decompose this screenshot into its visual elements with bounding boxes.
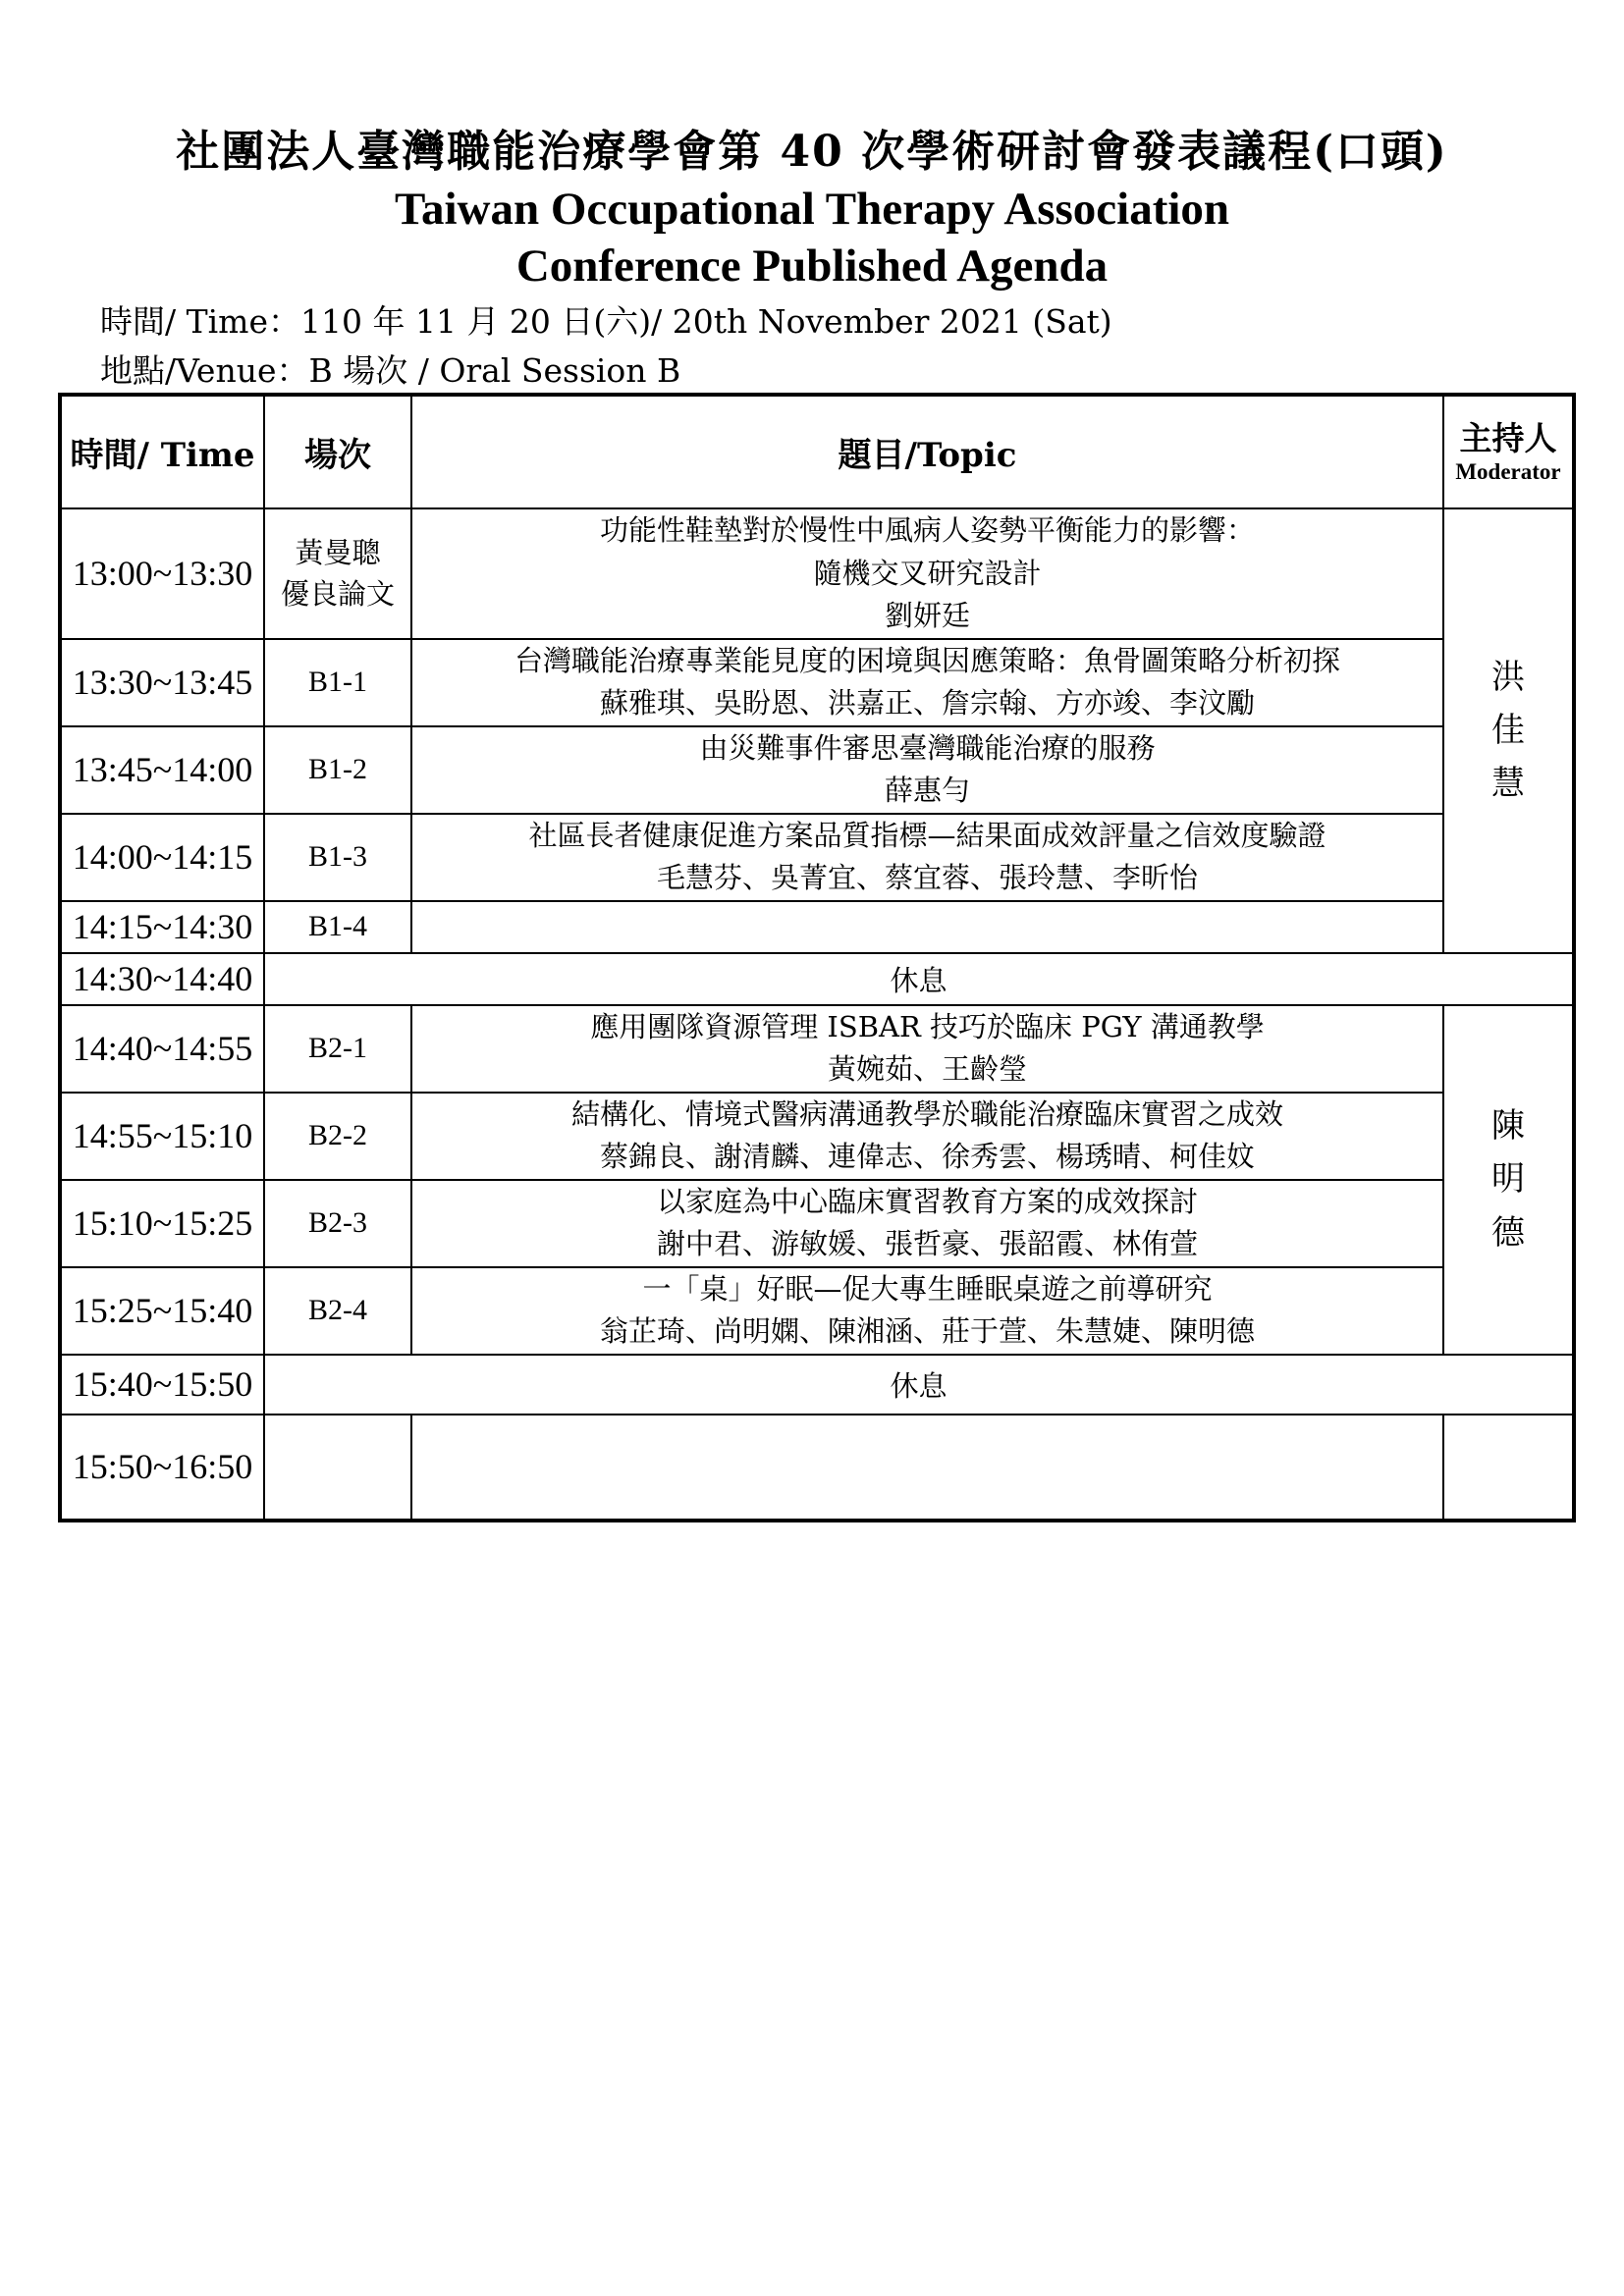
title-english-line1: Taiwan Occupational Therapy Association (394, 184, 1230, 235)
moderator-char: 洪 (1491, 657, 1525, 697)
break-row (60, 953, 1574, 1005)
row-session: B1-3 (264, 814, 411, 901)
row-time: 14:55~15:10 (60, 1093, 264, 1180)
break-label: 休息 (264, 1355, 1574, 1415)
row-topic (411, 1267, 1443, 1355)
header-topic: 題目/Topic (411, 395, 1443, 508)
moderator-char: 德 (1491, 1212, 1525, 1253)
topic-authors: 翁芷琦、尚明嫻、陳湘涵、莊于萱、朱慧婕、陳明德 (599, 1314, 1255, 1348)
row-session: B1-2 (264, 726, 411, 814)
topic-title-cont: 隨機交叉研究設計 (813, 556, 1042, 590)
table-row (60, 508, 1574, 639)
row-time: 14:40~14:55 (60, 1005, 264, 1093)
row-topic (411, 1093, 1443, 1180)
row-time: 13:00~13:30 (60, 508, 264, 639)
table-row (60, 1180, 1574, 1267)
header-moderator (1443, 395, 1574, 508)
table-row (60, 1267, 1574, 1355)
topic-title: 應用團隊資源管理 ISBAR 技巧於臨床 PGY 溝通教學 (590, 1009, 1265, 1043)
title-chinese: 社團法人臺灣職能治療學會第 40 次學術研討會發表議程(口頭) (176, 127, 1448, 177)
row-session: B2-4 (264, 1267, 411, 1355)
row-session: B2-2 (264, 1093, 411, 1180)
topic-title: 一「桌」好眠—促大專生睡眠桌遊之前導研究 (642, 1271, 1213, 1306)
moderator-char: 明 (1491, 1159, 1525, 1200)
topic-authors: 薛惠勻 (884, 774, 970, 807)
topic-title: 功能性鞋墊對於慢性中風病人姿勢平衡能力的影響： (599, 513, 1255, 547)
table-row (60, 1005, 1574, 1093)
row-time: 15:25~15:40 (60, 1267, 264, 1355)
row-time: 14:00~14:15 (60, 814, 264, 901)
row-time: 15:50~16:50 (60, 1415, 264, 1521)
header-time: 時間/ Time (60, 395, 264, 508)
topic-title: 結構化、情境式醫病溝通教學於職能治療臨床實習之成效 (570, 1096, 1283, 1131)
agenda-table (58, 393, 1576, 1522)
row-time: 14:30~14:40 (60, 953, 264, 1005)
row-topic (411, 1180, 1443, 1267)
topic-authors: 黃婉茹、王齡瑩 (827, 1052, 1027, 1086)
topic-authors: 謝中君、游敏媛、張哲豪、張韶霞、林侑萱 (656, 1227, 1198, 1260)
title-english-line2: Conference Published Agenda (515, 240, 1109, 292)
header-session: 場次 (264, 395, 411, 508)
header-moderator-zh: 主持人 (1459, 418, 1557, 457)
moderator-cell-2 (1443, 1005, 1574, 1355)
table-row (60, 1415, 1574, 1521)
table-header-row (60, 395, 1574, 508)
row-topic-empty (411, 1415, 1443, 1521)
moderator-char: 佳 (1491, 711, 1525, 751)
row-session-empty (264, 1415, 411, 1521)
table-row (60, 901, 1574, 953)
row-session: B1-1 (264, 639, 411, 726)
session-award: 優良論文 (280, 577, 395, 612)
row-time: 15:40~15:50 (60, 1355, 264, 1415)
topic-authors: 毛慧芬、吳菁宜、蔡宜蓉、張玲慧、李昕怡 (656, 861, 1198, 894)
row-topic (411, 1005, 1443, 1093)
row-time: 14:15~14:30 (60, 901, 264, 953)
row-session: B2-3 (264, 1180, 411, 1267)
break-row (60, 1355, 1574, 1415)
row-time: 13:30~13:45 (60, 639, 264, 726)
row-topic (411, 814, 1443, 901)
row-time: 13:45~14:00 (60, 726, 264, 814)
row-topic (411, 508, 1443, 639)
table-row (60, 726, 1574, 814)
row-topic-empty (411, 901, 1443, 953)
moderator-char: 慧 (1491, 764, 1525, 804)
table-row (60, 639, 1574, 726)
moderator-char: 陳 (1491, 1105, 1525, 1146)
topic-authors: 蘇雅琪、吳盼恩、洪嘉正、詹宗翰、方亦竣、李汶勵 (599, 686, 1255, 720)
row-session (264, 508, 411, 639)
row-moderator-empty (1443, 1415, 1574, 1521)
topic-authors: 蔡錦良、謝清麟、連偉志、徐秀雲、楊琇晴、柯佳妏 (599, 1140, 1255, 1173)
break-label: 休息 (264, 953, 1574, 1005)
topic-title: 以家庭為中心臨床實習教育方案的成效探討 (656, 1184, 1198, 1218)
venue-info: 地點/Venue：B 場次 / Oral Session B (100, 351, 681, 390)
topic-title: 台灣職能治療專業能見度的困境與因應策略：魚骨圖策略分析初探 (514, 643, 1340, 677)
moderator-cell-1 (1443, 508, 1574, 953)
row-topic (411, 726, 1443, 814)
table-row (60, 814, 1574, 901)
table-row (60, 1093, 1574, 1180)
row-session: B1-4 (264, 901, 411, 953)
row-topic (411, 639, 1443, 726)
topic-title: 社區長者健康促進方案品質指標—結果面成效評量之信效度驗證 (528, 818, 1326, 852)
header-moderator-en: Moderator (1455, 458, 1561, 484)
topic-authors: 劉妍廷 (884, 599, 970, 632)
time-info: 時間/ Time：110 年 11 月 20 日(六)/ 20th November 2021 (Sat) (100, 302, 1112, 341)
row-session: B2-1 (264, 1005, 411, 1093)
topic-title: 由災難事件審思臺灣職能治療的服務 (699, 730, 1156, 765)
row-time: 15:10~15:25 (60, 1180, 264, 1267)
session-presenter: 黃曼聰 (295, 536, 381, 570)
